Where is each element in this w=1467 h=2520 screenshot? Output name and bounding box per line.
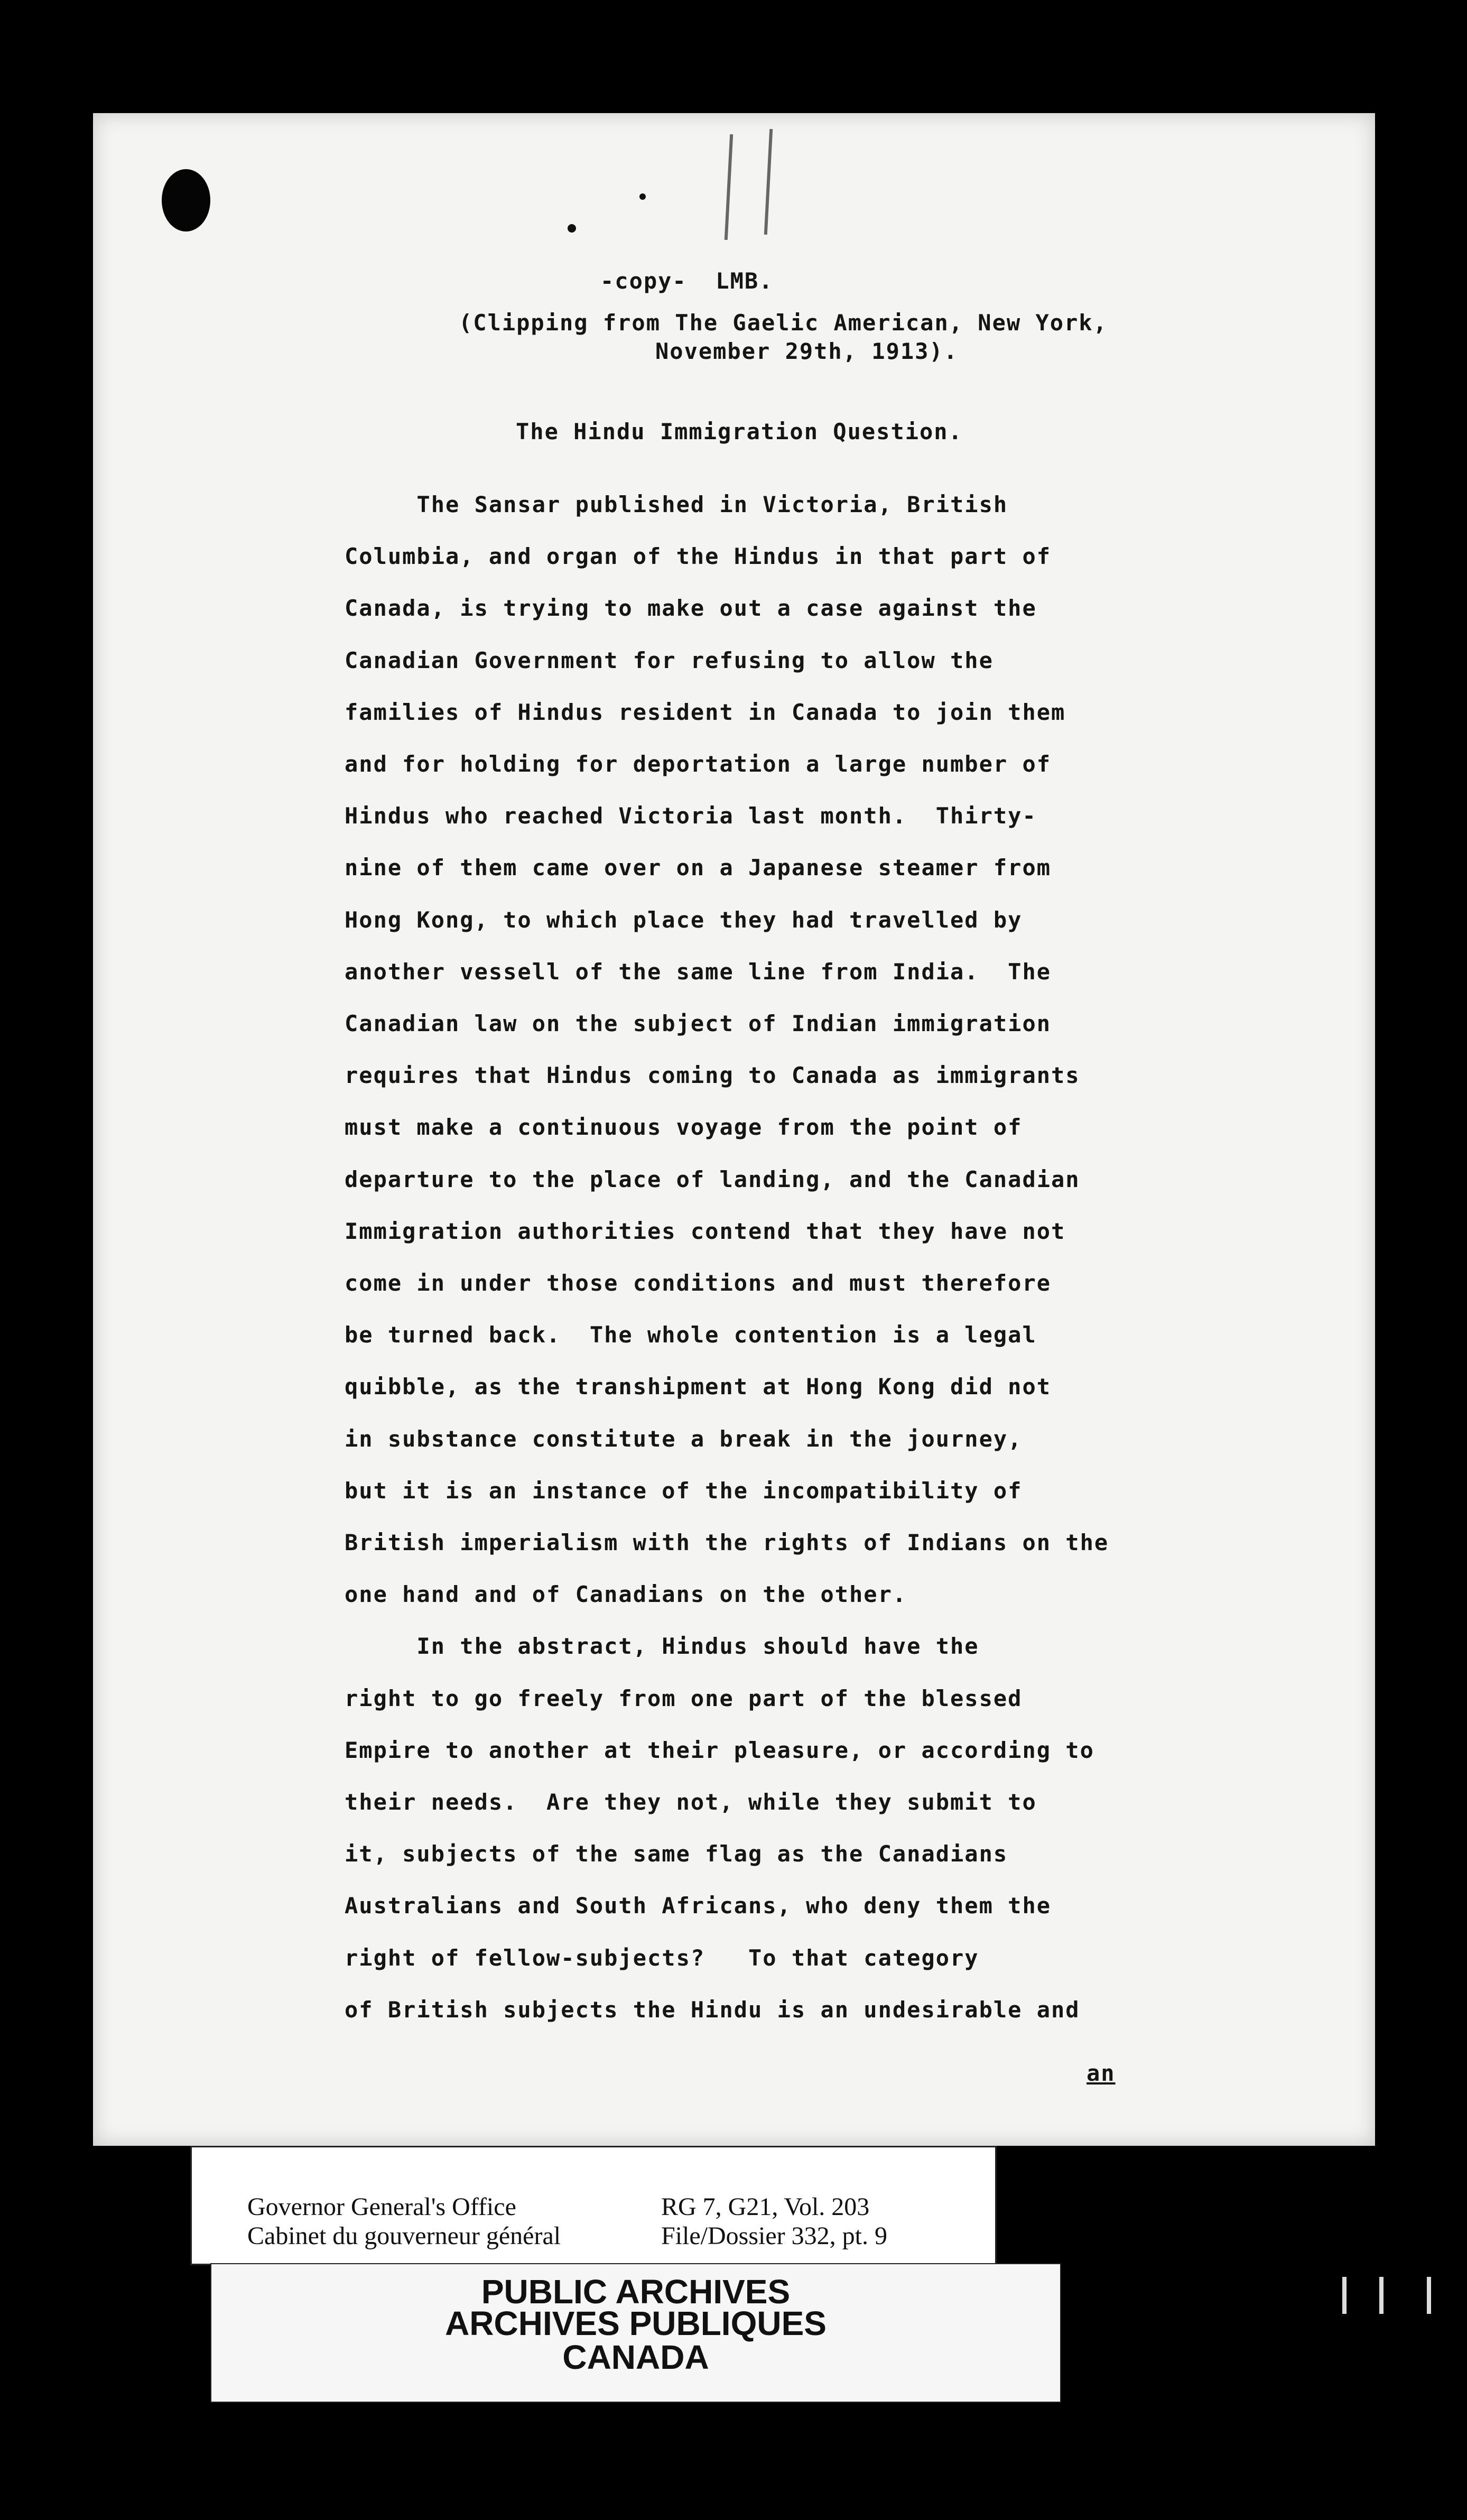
body-line: Australians and South Africans, who deny them the <box>345 1893 1052 1919</box>
clipping-source-line1: (Clipping from The Gaelic American, New York, <box>459 310 1108 336</box>
body-line: Empire to another at their pleasure, or according to <box>345 1737 1094 1763</box>
body-line: but it is an instance of the incompatibility of <box>345 1477 1023 1504</box>
body-line: The Sansar published in Victoria, British <box>345 492 1008 517</box>
clipping-source-line2: November 29th, 1913). <box>655 338 959 364</box>
body-line: departure to the place of landing, and the Canadian <box>345 1166 1080 1192</box>
body-line: another vessell of the same line from India. The <box>345 958 1052 985</box>
article-title: The Hindu Immigration Question. <box>516 419 963 444</box>
body-line: in substance constitute a break in the journey, <box>345 1425 1023 1452</box>
body-line: it, subjects of the same flag as the Canadians <box>345 1841 1008 1867</box>
body-line: families of Hindus resident in Canada to join them <box>345 699 1066 725</box>
body-line: In the abstract, Hindus should have the <box>345 1633 979 1660</box>
body-line: Hindus who reached Victoria last month. Thirty- <box>345 803 1037 829</box>
film-frame-mark <box>1342 2277 1347 2314</box>
body-line: Canada, is trying to make out a case against the <box>345 595 1037 622</box>
body-line: one hand and of Canadians on the other. <box>345 1581 907 1608</box>
catchword: an <box>1087 2060 1116 2086</box>
record-group-reference: RG 7, G21, Vol. 203 <box>661 2193 870 2221</box>
ink-speck <box>639 193 646 200</box>
archives-stamp <box>210 2263 1061 2403</box>
page-crease <box>764 129 773 235</box>
body-line: Immigration authorities contend that they have not <box>345 1218 1066 1244</box>
body-line: their needs. Are they not, while they submit to <box>345 1789 1037 1815</box>
copy-mark: -copy- LMB. <box>600 268 774 294</box>
page-crease <box>725 134 733 240</box>
body-line: quibble, as the transhipment at Hong Kong did not <box>345 1374 1052 1400</box>
body-line: must make a continuous voyage from the point of <box>345 1114 1023 1141</box>
office-name-fr: Cabinet du gouverneur général <box>247 2222 561 2250</box>
archive-reference-label <box>190 2146 997 2265</box>
archives-line-country: CANADA <box>562 2338 709 2376</box>
body-line: Hong Kong, to which place they had travelled by <box>345 906 1023 933</box>
body-line: of British subjects the Hindu is an undesirable and <box>345 1996 1080 2023</box>
body-line: British imperialism with the rights of Indians on the <box>345 1530 1109 1555</box>
body-line: requires that Hindus coming to Canada as immigrants <box>345 1062 1080 1089</box>
body-line: Canadian law on the subject of Indian immigration <box>345 1011 1052 1036</box>
body-line: right to go freely from one part of the blessed <box>345 1685 1023 1711</box>
film-frame-mark <box>1427 2277 1431 2314</box>
body-line: nine of them came over on a Japanese steamer from <box>345 855 1052 881</box>
body-line: Columbia, and organ of the Hindus in that part of <box>345 543 1052 570</box>
file-reference: File/Dossier 332, pt. 9 <box>661 2222 887 2250</box>
body-line: come in under those conditions and must therefore <box>345 1270 1052 1296</box>
ink-speck <box>568 224 576 233</box>
body-line: be turned back. The whole contention is a legal <box>345 1322 1037 1348</box>
film-frame-mark <box>1379 2277 1384 2314</box>
punch-hole <box>162 169 210 231</box>
body-line: and for holding for deportation a large number of <box>345 751 1052 777</box>
body-line: right of fellow-subjects? To that category <box>345 1944 979 1971</box>
office-name-en: Governor General's Office <box>247 2193 516 2221</box>
archives-line-en: PUBLIC ARCHIVES <box>481 2273 791 2311</box>
archives-line-fr: ARCHIVES PUBLIQUES <box>445 2304 827 2342</box>
body-line: Canadian Government for refusing to allow the <box>345 647 994 673</box>
